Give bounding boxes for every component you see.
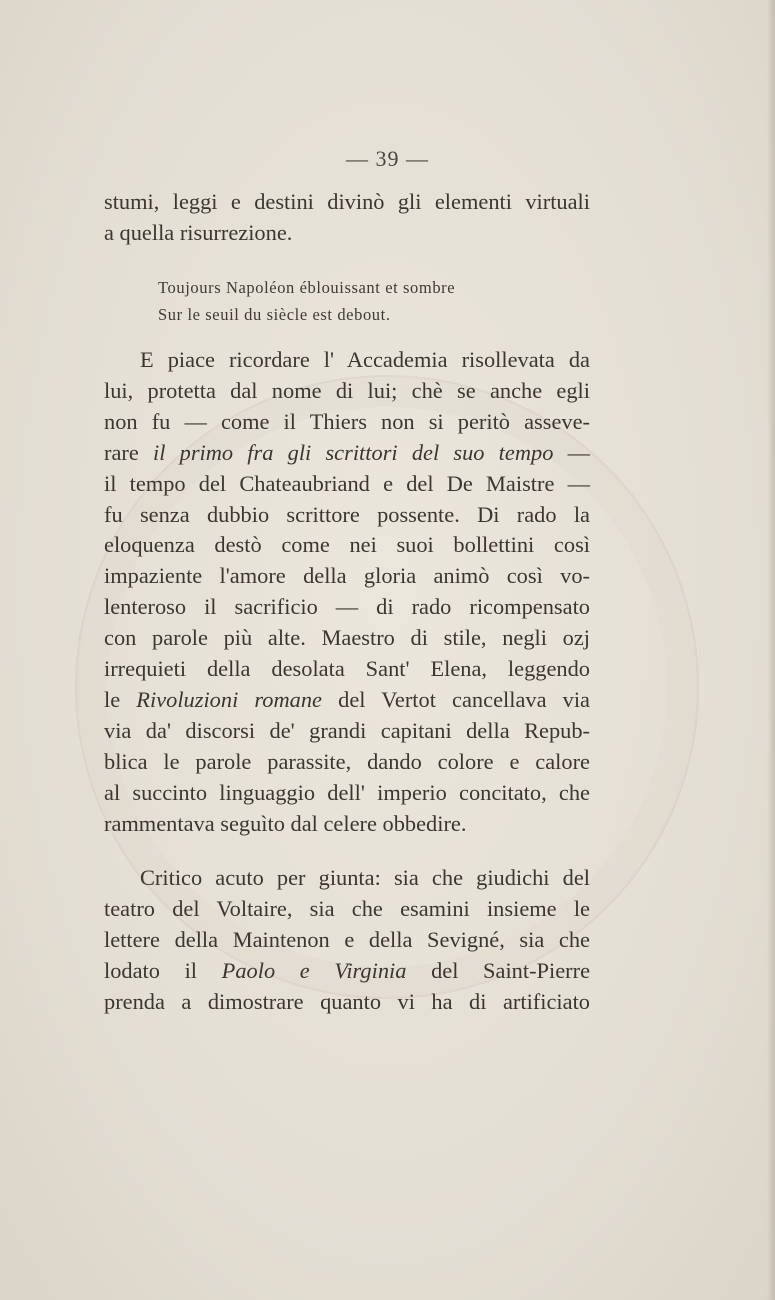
text-line: Critico acuto per giunta: sia che giudichi del [140,865,590,890]
italic-title: Paolo e Virginia [221,957,407,983]
text-line: con parole più alte. Maestro di stile, negli ozj [104,625,590,651]
verse-quotation [158,274,455,328]
text-line: le Rivoluzioni romane del Vertot cancellava via [104,686,590,712]
text-line: rammentava seguìto dal celere obbedire. [104,810,467,836]
text-line: E piace ricordare l' Accademia risollevata da [140,347,590,372]
text-line: lui, protetta dal nome di lui; chè se anche egli [104,377,590,403]
page-number: — 39 — [346,146,429,171]
page-edge-shadow [767,0,775,1300]
text-line: lenteroso il sacrificio — di rado ricompensato [104,594,590,620]
text-line: fu senza dubbio scrittore possente. Di rado la [104,501,590,527]
text-line: a quella risurrezione. [104,219,293,245]
text-line: eloquenza destò come nei suoi bollettini così [104,532,590,558]
quote-line: Toujours Napoléon éblouissant et sombre [158,278,456,297]
text-line: blica le parole parassite, dando colore e calore [104,748,590,774]
text-line: al succinto linguaggio dell' imperio concitato, che [104,779,590,805]
text-line: il tempo del Chateaubriand e del De Maistre — [104,470,590,496]
paragraph-accademia [104,345,590,840]
paragraph-continued [104,187,590,249]
text-line: lettere della Maintenon e della Sevigné, sia che [104,926,590,952]
italic-quote: il primo fra gli scrittori del suo tempo [152,439,554,465]
text-line: teatro del Voltaire, sia che esamini insieme le [104,895,590,921]
text-line: rare il primo fra gli scrittori del suo tempo — [104,439,590,465]
text-line: stumi, leggi e destini divinò gli elementi virtuali [104,189,590,214]
text-line: lodato il Paolo e Virginia del Saint-Pierre [104,957,591,983]
paragraph-critico [104,863,590,1018]
text-line: irrequieti della desolata Sant' Elena, leggendo [104,656,590,682]
text-line: prenda a dimostrare quanto vi ha di artificiato [104,988,590,1014]
italic-title: Rivoluzioni romane [136,686,322,712]
text-line: non fu — come il Thiers non si peritò asseve- [104,408,590,434]
quote-line: Sur le seuil du siècle est debout. [158,305,391,324]
text-line: impaziente l'amore della gloria animò così vo- [104,563,590,589]
text-line: via da' discorsi de' grandi capitani della Repub- [104,717,590,743]
